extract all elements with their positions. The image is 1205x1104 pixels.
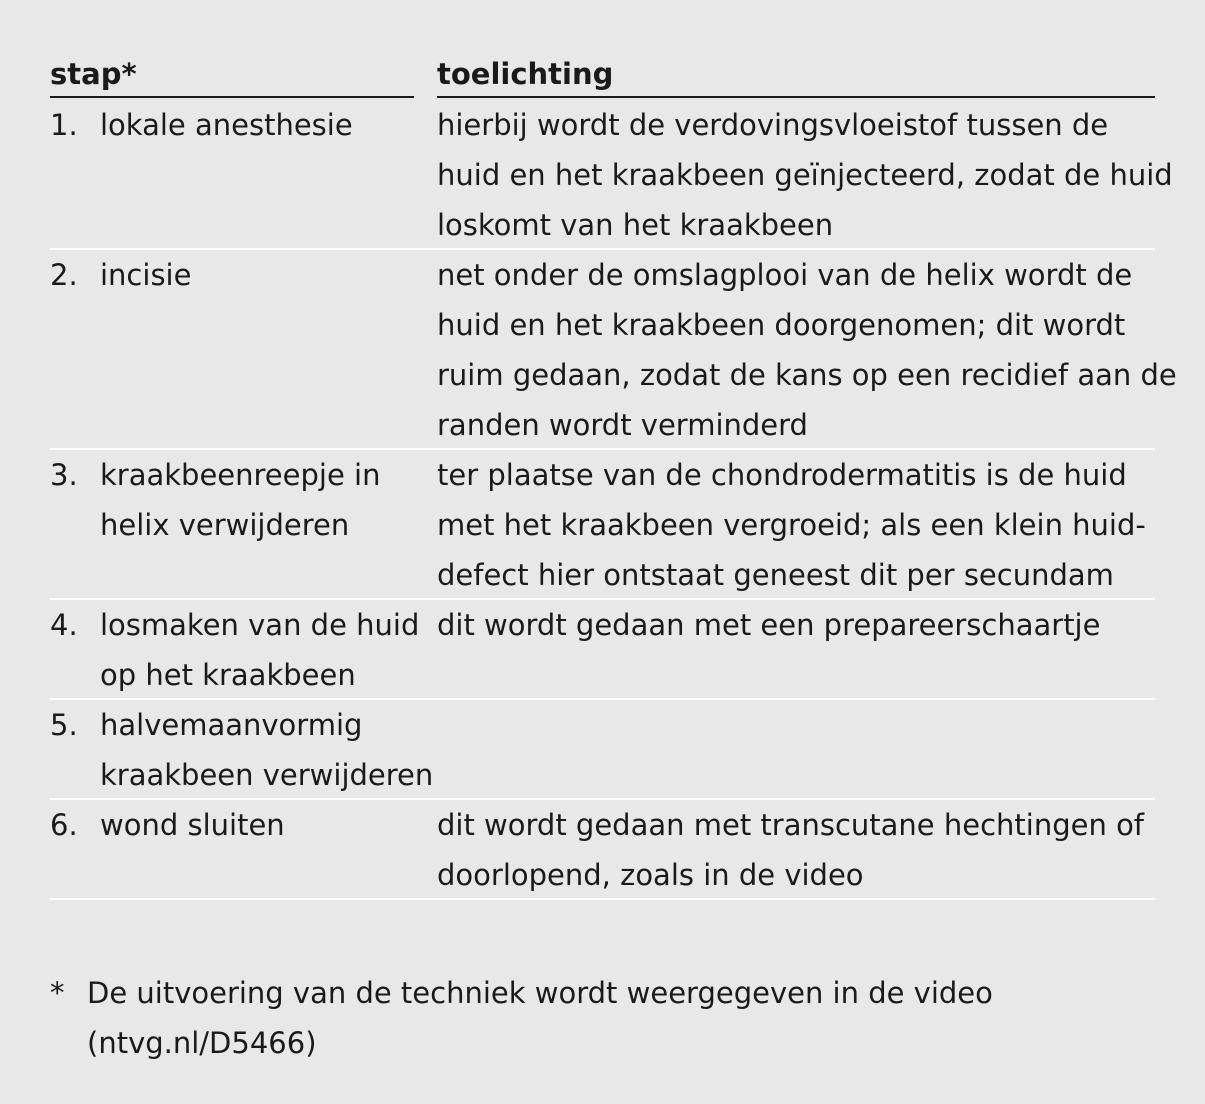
step-name	[100, 800, 430, 850]
explanation-line: net onder de omslagplooi van de helix wordt de	[437, 258, 1133, 292]
explanation-line: met het kraakbeen vergroeid; als een klein huid-	[437, 508, 1146, 542]
header-explanation: toelichting	[437, 54, 1155, 98]
step-explanation	[437, 250, 1177, 450]
explanation-line: ruim gedaan, zodat de kans op een recidief aan de	[437, 358, 1177, 392]
step-name-line: op het kraakbeen	[100, 658, 356, 692]
explanation-line: randen wordt verminderd	[437, 408, 808, 442]
steps-table	[50, 54, 1177, 900]
table-row	[50, 250, 1177, 450]
footnote-text	[87, 968, 1147, 1068]
footnote-line: De uitvoering van de techniek wordt weergegeven in de video	[87, 976, 993, 1010]
explanation-line: doorlopend, zoals in de video	[437, 858, 864, 892]
step-number: 5.	[50, 708, 78, 742]
explanation-line: dit wordt gedaan met een prepareerschaartje	[437, 608, 1101, 642]
explanation-line: defect hier ontstaat geneest dit per secundam	[437, 558, 1114, 592]
step-name	[100, 450, 430, 550]
step-explanation	[437, 100, 1173, 250]
step-name-line: kraakbeen verwijderen	[100, 758, 434, 792]
step-explanation	[437, 600, 1155, 650]
step-name	[100, 700, 434, 800]
step-number: 4.	[50, 608, 78, 642]
explanation-line: loskomt van het kraakbeen	[437, 208, 834, 242]
table-body	[50, 100, 1177, 900]
step-number: 2.	[50, 258, 78, 292]
step-name-line: wond sluiten	[100, 808, 285, 842]
explanation-line: huid en het kraakbeen geïnjecteerd, zodat de huid	[437, 158, 1173, 192]
header-step: stap*	[50, 54, 414, 98]
table-row	[50, 800, 1155, 900]
table-row	[50, 100, 1173, 250]
step-number: 1.	[50, 108, 78, 142]
footnote-line: (ntvg.nl/D5466)	[87, 1026, 317, 1060]
explanation-line: dit wordt gedaan met transcutane hechtingen of	[437, 808, 1145, 842]
step-name	[100, 250, 430, 300]
step-name-line: halvemaanvormig	[100, 708, 363, 742]
step-name-line: helix verwijderen	[100, 508, 350, 542]
step-number: 3.	[50, 458, 78, 492]
step-name-line: incisie	[100, 258, 192, 292]
explanation-line: huid en het kraakbeen doorgenomen; dit wordt	[437, 308, 1126, 342]
table-row	[50, 450, 1155, 600]
step-explanation	[437, 800, 1155, 900]
table-row	[50, 600, 1155, 700]
step-name	[100, 600, 430, 700]
step-name-line: losmaken van de huid	[100, 608, 420, 642]
step-explanation	[437, 450, 1155, 600]
table-row	[50, 700, 1155, 800]
footnote-mark: *	[50, 976, 65, 1010]
step-name-line: kraakbeenreepje in	[100, 458, 381, 492]
explanation-line: ter plaatse van de chondrodermatitis is de huid	[437, 458, 1127, 492]
step-name	[100, 100, 430, 150]
table-header	[50, 54, 1155, 100]
step-number: 6.	[50, 808, 78, 842]
step-name-line: lokale anesthesie	[100, 108, 353, 142]
explanation-line: hierbij wordt de verdovingsvloeistof tussen de	[437, 108, 1109, 142]
